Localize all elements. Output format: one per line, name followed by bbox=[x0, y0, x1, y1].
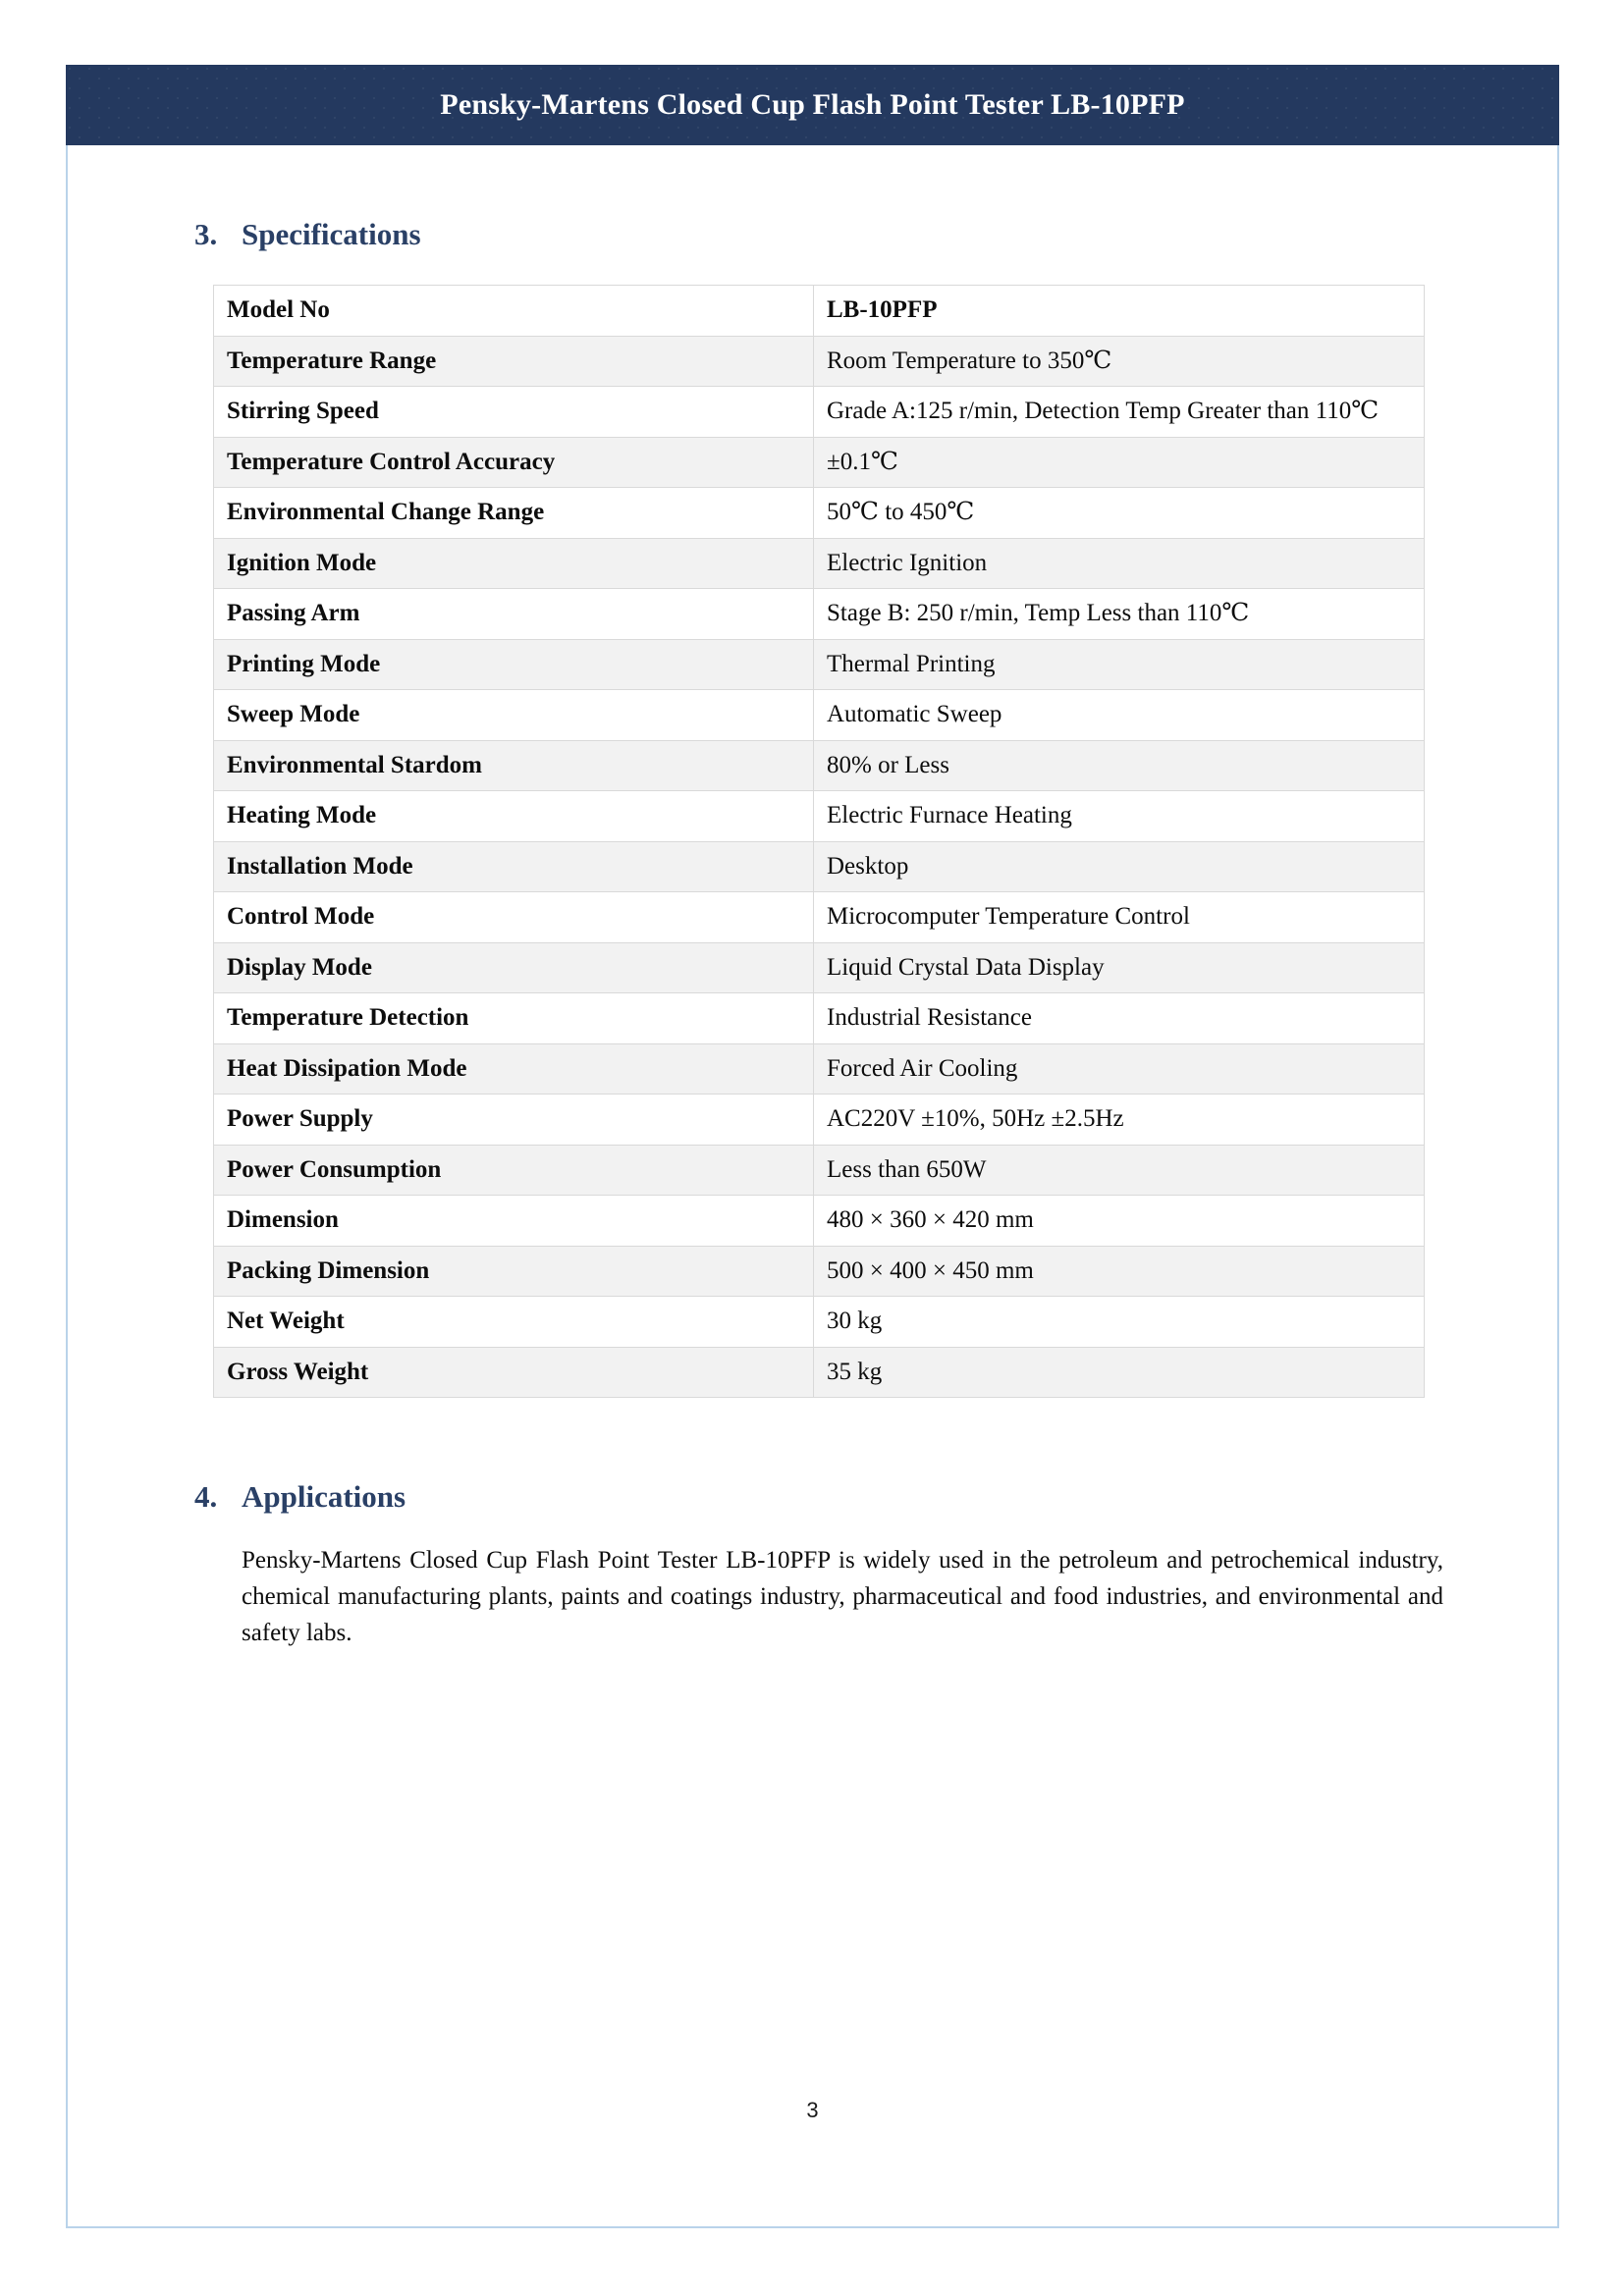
spec-value-cell: Electric Ignition bbox=[814, 538, 1425, 589]
spec-value-cell: 80% or Less bbox=[814, 740, 1425, 791]
table-row bbox=[214, 1196, 1425, 1247]
section-heading-specifications bbox=[194, 218, 1443, 251]
spec-label-cell: Passing Arm bbox=[214, 589, 814, 640]
spec-value-cell: 30 kg bbox=[814, 1297, 1425, 1348]
spec-value-cell: Liquid Crystal Data Display bbox=[814, 942, 1425, 993]
specifications-table-wrapper bbox=[213, 285, 1424, 1398]
table-row bbox=[214, 1095, 1425, 1146]
spec-value-cell: 50℃ to 450℃ bbox=[814, 488, 1425, 539]
spec-label-cell: Gross Weight bbox=[214, 1347, 814, 1398]
table-row bbox=[214, 286, 1425, 337]
spec-label-cell: Display Mode bbox=[214, 942, 814, 993]
spec-label-cell: Printing Mode bbox=[214, 639, 814, 690]
spec-label-cell: Temperature Detection bbox=[214, 993, 814, 1044]
spec-value-cell: LB-10PFP bbox=[814, 286, 1425, 337]
spec-value-cell: AC220V ±10%, 50Hz ±2.5Hz bbox=[814, 1095, 1425, 1146]
spec-label-cell: Temperature Control Accuracy bbox=[214, 437, 814, 488]
table-row bbox=[214, 841, 1425, 892]
table-row bbox=[214, 1347, 1425, 1398]
spec-label-cell: Environmental Stardom bbox=[214, 740, 814, 791]
table-row bbox=[214, 538, 1425, 589]
section-title-specifications: Specifications bbox=[242, 217, 421, 251]
table-row bbox=[214, 639, 1425, 690]
spec-label-cell: Control Mode bbox=[214, 892, 814, 943]
table-row bbox=[214, 740, 1425, 791]
table-row bbox=[214, 1145, 1425, 1196]
table-row bbox=[214, 791, 1425, 842]
spec-label-cell: Installation Mode bbox=[214, 841, 814, 892]
spec-label-cell: Stirring Speed bbox=[214, 387, 814, 438]
table-row bbox=[214, 1043, 1425, 1095]
table-row bbox=[214, 690, 1425, 741]
table-row bbox=[214, 336, 1425, 387]
specifications-table-body bbox=[214, 286, 1425, 1398]
table-row bbox=[214, 993, 1425, 1044]
spec-value-cell: Room Temperature to 350℃ bbox=[814, 336, 1425, 387]
spec-value-cell: ±0.1℃ bbox=[814, 437, 1425, 488]
table-row bbox=[214, 942, 1425, 993]
table-row bbox=[214, 387, 1425, 438]
section-title-applications: Applications bbox=[242, 1479, 406, 1515]
table-row bbox=[214, 1297, 1425, 1348]
spec-value-cell: Grade A:125 r/min, Detection Temp Greater than 110℃ bbox=[814, 387, 1425, 438]
spec-label-cell: Heat Dissipation Mode bbox=[214, 1043, 814, 1095]
spec-value-cell: Thermal Printing bbox=[814, 639, 1425, 690]
spec-label-cell: Net Weight bbox=[214, 1297, 814, 1348]
spec-value-cell: Electric Furnace Heating bbox=[814, 791, 1425, 842]
spec-value-cell: Industrial Resistance bbox=[814, 993, 1425, 1044]
page-content bbox=[194, 218, 1443, 1676]
spec-value-cell: Stage B: 250 r/min, Temp Less than 110℃ bbox=[814, 589, 1425, 640]
spec-label-cell: Heating Mode bbox=[214, 791, 814, 842]
spec-value-cell: 500 × 400 × 450 mm bbox=[814, 1246, 1425, 1297]
table-row bbox=[214, 589, 1425, 640]
document-header-banner bbox=[66, 65, 1559, 145]
spec-value-cell: Microcomputer Temperature Control bbox=[814, 892, 1425, 943]
table-row bbox=[214, 488, 1425, 539]
spec-label-cell: Environmental Change Range bbox=[214, 488, 814, 539]
spec-value-cell: Less than 650W bbox=[814, 1145, 1425, 1196]
table-row bbox=[214, 1246, 1425, 1297]
spec-value-cell: Forced Air Cooling bbox=[814, 1043, 1425, 1095]
section-number-specifications: 3. bbox=[194, 217, 218, 251]
applications-paragraph: Pensky-Martens Closed Cup Flash Point Tester LB-10PFP is widely used in the petroleum and petrochemical industry, chemical manufacturing plants, paints and coatings industry, pharmaceutical and food industries, and environmental and safety labs. bbox=[242, 1547, 1443, 1646]
spec-label-cell: Temperature Range bbox=[214, 336, 814, 387]
spec-value-cell: Desktop bbox=[814, 841, 1425, 892]
spec-value-cell: Automatic Sweep bbox=[814, 690, 1425, 741]
section-number-applications: 4. bbox=[194, 1479, 218, 1515]
table-row bbox=[214, 437, 1425, 488]
section-heading-applications bbox=[194, 1480, 1443, 1514]
spec-label-cell: Sweep Mode bbox=[214, 690, 814, 741]
spec-value-cell: 35 kg bbox=[814, 1347, 1425, 1398]
spec-label-cell: Packing Dimension bbox=[214, 1246, 814, 1297]
spec-label-cell: Power Supply bbox=[214, 1095, 814, 1146]
spec-label-cell: Dimension bbox=[214, 1196, 814, 1247]
spec-label-cell: Power Consumption bbox=[214, 1145, 814, 1196]
page-number: 3 bbox=[806, 2098, 819, 2122]
document-title: Pensky-Martens Closed Cup Flash Point Tester LB-10PFP bbox=[440, 88, 1185, 121]
specifications-table bbox=[213, 285, 1425, 1398]
spec-label-cell: Ignition Mode bbox=[214, 538, 814, 589]
table-row bbox=[214, 892, 1425, 943]
spec-value-cell: 480 × 360 × 420 mm bbox=[814, 1196, 1425, 1247]
spec-label-cell: Model No bbox=[214, 286, 814, 337]
